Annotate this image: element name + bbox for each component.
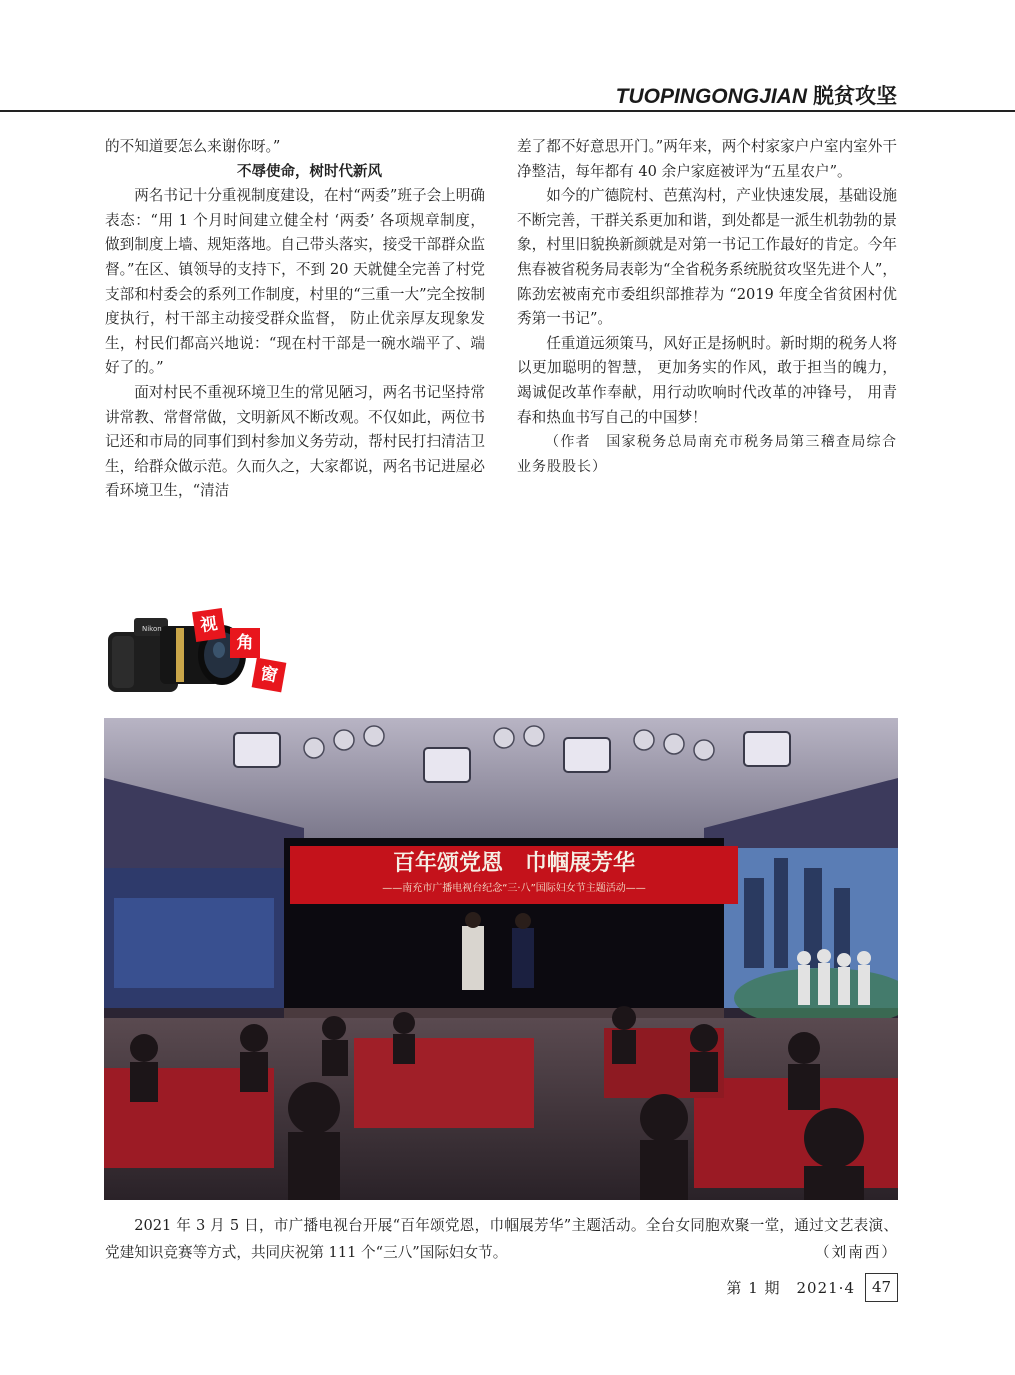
banner-sub-text: ——南充市广播电视台纪念“三·八”国际妇女节主题活动—— <box>382 883 646 894</box>
photo-credit: （刘南西） <box>815 1244 898 1261</box>
article-right-column <box>517 135 897 479</box>
tag-char-angle: 角 <box>230 628 260 658</box>
caption-text: 2021 年 3 月 5 日，市广播电视台开展“百年颂党恩，巾帼展芳华”主题活动。全台女同胞欢聚一堂，通过文艺表演、党建知识竞赛等方式，共同庆祝第 111 个“三八”国际妇女节。 <box>105 1217 898 1261</box>
section-tag-view-window <box>104 604 304 714</box>
header-title-cn: 脱贫攻坚 <box>813 85 897 108</box>
left-paragraph-0: 的不知道要怎么来谢你呀。” <box>105 138 281 155</box>
left-paragraph-1: 两名书记十分重视制度建设，在村“两委”班子会上明确表态：“用 1 个月时间建立健全村 ‘两委’ 各项规章制度，做到制度上墙、规矩落地。自己带头落实，接受干部群众监督。”在区、镇领导的支持下，不到 20 天就健全完善了村党支部和村委会的系列工作制度，村里的“三重一大”完全按制度执行，村干部主动接受群众监督， 防止优亲厚友现象发生，村民们都高兴地说：“现在村干部是一碗水端平了、端好了的。” <box>105 187 485 377</box>
page-footer <box>726 1273 898 1302</box>
header-title-en: TUOPINGONGJIAN <box>615 85 807 108</box>
left-paragraph-2: 面对村民不重视环境卫生的常见陋习，两名书记坚持常讲常教、常督常做，文明新风不断改观。不仅如此，两位书记还和市局的同事们到村参加义务劳动，帮村民打扫清洁卫生，给群众做示范。久而久之，大家都说，两名书记进屋必看环境卫生，“清洁 <box>105 383 485 500</box>
issue-label: 第 1 期 2021·4 <box>726 1279 855 1297</box>
right-paragraph-2: 任重道远须策马，风好正是扬帆时。新时期的税务人将以更加聪明的智慧， 更加务实的作风，敢于担当的魄力，竭诚促改革作奉献，用行动吹响时代改革的冲锋号， 用青春和热血书写自己的中国梦！ <box>517 334 897 426</box>
right-paragraph-0: 差了都不好意思开门。”两年来，两个村家家户户室内室外干净整洁，每年都有 40 余户家庭被评为“五星农户”。 <box>517 138 897 180</box>
tag-char-view: 视 <box>192 608 226 642</box>
header-title <box>616 80 897 110</box>
svg-text:Nikon: Nikon <box>142 625 162 633</box>
article-left-column <box>105 135 485 504</box>
author-byline: （作者 国家税务总局南充市税务局第三稽查局综合业务股股长） <box>517 434 897 475</box>
section-subheading: 不辱使命，树时代新风 <box>237 163 382 180</box>
photo-caption <box>105 1212 898 1266</box>
banner-main-text: 百年颂党恩 巾帼展芳华 <box>392 850 636 876</box>
right-paragraph-1: 如今的广德院村、芭蕉沟村，产业快速发展，基础设施不断完善，干群关系更加和谐，到处都是一派生机勃勃的景象，村里旧貌换新颜就是对第一书记工作最好的肯定。今年焦春被省税务局表彰为“全省税务系统脱贫攻坚先进个人”，陈劲宏被南充市委组织部推荐为 “2019 年度全省贫困村优秀第一书记”。 <box>517 187 897 328</box>
header-rule <box>0 110 1015 112</box>
event-photo <box>104 718 898 1200</box>
tag-char-window: 窗 <box>252 658 287 693</box>
page-number: 47 <box>865 1273 898 1302</box>
